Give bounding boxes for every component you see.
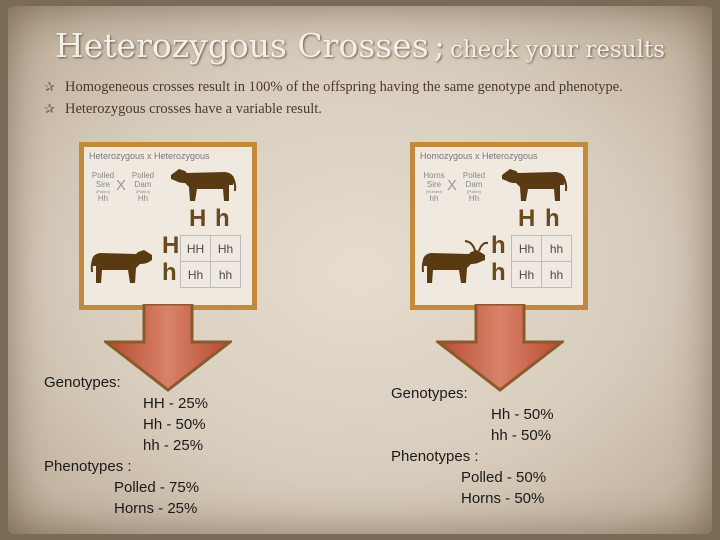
genotype-result: hh - 50%	[491, 427, 552, 444]
down-arrow-icon	[436, 304, 564, 392]
allele-side-2: h	[491, 259, 506, 286]
parent-label: Dam	[465, 180, 483, 189]
allele-top-1: H	[518, 205, 536, 232]
parent-label: Sire	[426, 180, 442, 189]
bullet-item	[44, 78, 684, 96]
allele-top-2: h	[215, 205, 230, 232]
punnett-cell: hh	[211, 262, 241, 288]
bullet-list	[44, 78, 684, 122]
parent-label: Dam	[134, 180, 152, 189]
punnett-cell: hh	[542, 236, 572, 262]
cow-horned-icon	[419, 237, 489, 285]
cow-polled-icon	[500, 161, 570, 203]
bullet-icon: ✰	[44, 79, 55, 94]
parent-sire	[419, 171, 449, 203]
parent-genotype: Hh	[137, 194, 149, 203]
cross-symbol: X	[447, 177, 458, 194]
parent-genotype: Hh	[97, 194, 109, 203]
phenotypes-label: Phenotypes :	[391, 448, 479, 465]
parent-genotype: Hh	[468, 194, 480, 203]
phenotype-result: Horns - 50%	[461, 490, 545, 507]
parent-note: (Polled)	[96, 189, 110, 194]
title-main: Heterozygous Crosses	[54, 26, 429, 65]
title-sub: check your results	[449, 37, 665, 63]
phenotype-result: Polled - 50%	[461, 469, 547, 486]
genotype-result: Hh - 50%	[491, 406, 554, 423]
genotype-result: hh - 25%	[143, 437, 204, 454]
bullet-icon: ✰	[44, 101, 55, 116]
punnett-cell: Hh	[181, 262, 211, 288]
allele-side-1: h	[491, 232, 506, 259]
parent-label: Sire	[95, 180, 111, 189]
results-right	[391, 383, 591, 509]
allele-top-2: h	[545, 205, 560, 232]
punnett-square	[180, 235, 241, 288]
parent-note: (Polled)	[467, 189, 481, 194]
punnett-cell: Hh	[512, 262, 542, 288]
punnett-cell: HH	[181, 236, 211, 262]
genotype-result: Hh - 50%	[143, 416, 206, 433]
punnett-cell: Hh	[512, 236, 542, 262]
slide-title	[0, 26, 720, 65]
phenotypes-label: Phenotypes :	[44, 458, 132, 475]
parent-genotype: hh	[429, 194, 439, 203]
panel-title: Homozygous x Heterozygous	[420, 151, 538, 161]
cow-polled-icon	[169, 161, 239, 203]
parent-dam	[128, 171, 158, 203]
genotypes-label: Genotypes:	[391, 385, 468, 402]
parent-note: (Horned)	[426, 189, 442, 194]
allele-top-1: H	[189, 205, 207, 232]
bullet-text: Homogeneous crosses result in 100% of the offspring having the same genotype and phenotype.	[65, 79, 623, 95]
parent-note: (Polled)	[136, 189, 150, 194]
parent-dam	[459, 171, 489, 203]
parent-label: Polled	[462, 171, 486, 180]
cross-symbol: X	[116, 177, 127, 194]
genotypes-label: Genotypes:	[44, 374, 121, 391]
title-separator: ;	[433, 26, 445, 65]
punnett-panel-left	[79, 142, 257, 310]
parent-sire	[88, 171, 118, 203]
parent-label: Horns	[423, 171, 445, 180]
punnett-cell: Hh	[211, 236, 241, 262]
results-left	[44, 372, 244, 519]
genotype-result: HH - 25%	[143, 395, 209, 412]
punnett-cell: hh	[542, 262, 572, 288]
panel-title: Heterozygous x Heterozygous	[89, 151, 210, 161]
allele-side-2: h	[162, 259, 177, 286]
bullet-item	[44, 100, 684, 118]
punnett-panel-right	[410, 142, 588, 310]
phenotype-result: Horns - 25%	[114, 500, 198, 517]
bullet-text: Heterozygous crosses have a variable result.	[65, 101, 322, 117]
parent-label: Polled	[131, 171, 155, 180]
cow-polled-icon	[90, 241, 154, 285]
parent-label: Polled	[91, 171, 115, 180]
phenotype-result: Polled - 75%	[114, 479, 200, 496]
allele-side-1: H	[162, 232, 180, 259]
punnett-square	[511, 235, 572, 288]
